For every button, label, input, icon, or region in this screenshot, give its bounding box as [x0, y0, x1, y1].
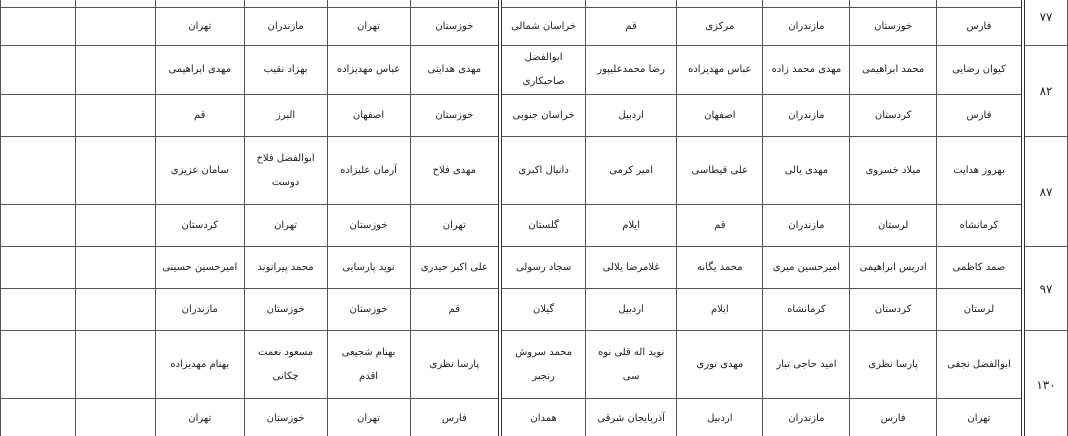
table-cell: صمد کاظمی	[936, 247, 1023, 289]
table-cell: قم	[677, 205, 763, 247]
table-row	[1, 8, 1068, 46]
table-cell: ابوالفضل فلاح دوست	[244, 137, 327, 205]
table-cell: بهزاد نقیب	[244, 46, 327, 95]
empty-cell	[1, 205, 76, 247]
table-cell: غلامرضا یلالی	[586, 247, 677, 289]
table-cell: ایلام	[586, 205, 677, 247]
table-cell: رضا محمدعلیپور	[586, 46, 677, 95]
table-cell: عباس مهدیزاده	[677, 46, 763, 95]
table-row	[1, 205, 1068, 247]
empty-cell	[75, 289, 155, 331]
table-cell: مهدی هدایتی	[410, 46, 500, 95]
table-cell: سامان عزیزی	[155, 137, 244, 205]
table-cell: اردبیل	[586, 95, 677, 137]
table-cell: امید حاجی تبار	[763, 331, 850, 399]
weight-class-cell: ۷۷	[1023, 0, 1067, 46]
table-cell: مهدی فلاح	[410, 137, 500, 205]
table-cell: مهدی نوری	[677, 331, 763, 399]
table-cell: علی اکبر حیدری	[410, 247, 500, 289]
table-cell: مهدی یالی	[763, 137, 850, 205]
table-cell	[677, 0, 763, 8]
table-cell: ابوالفضل صاحبکاری	[500, 46, 585, 95]
table-cell: امیر کرمی	[586, 137, 677, 205]
empty-cell	[75, 137, 155, 205]
weight-class-cell: ۹۷	[1023, 247, 1067, 331]
empty-cell	[1, 137, 76, 205]
table-cell: خوزستان	[327, 205, 410, 247]
table-cell: فارس	[850, 399, 936, 436]
table-cell	[850, 0, 936, 8]
table-cell: نوید اله قلی نوه سی	[586, 331, 677, 399]
table-cell: آذربایجان شرقی	[586, 399, 677, 436]
empty-cell	[1, 46, 76, 95]
table-cell: بهنام شجیعی اقدم	[327, 331, 410, 399]
table-cell: کردستان	[155, 205, 244, 247]
empty-cell	[75, 0, 155, 8]
table-cell: اصفهان	[677, 95, 763, 137]
table-cell: لرستان	[936, 289, 1023, 331]
empty-cell	[75, 331, 155, 399]
table-cell: آرمان علیزاده	[327, 137, 410, 205]
table-cell: فارس	[410, 399, 500, 436]
table-cell: مرکزی	[677, 8, 763, 46]
table-cell: خوزستان	[410, 8, 500, 46]
table-cell: اردبیل	[677, 399, 763, 436]
table-cell: خراسان شمالی	[500, 8, 585, 46]
table-cell: علی قیطاسی	[677, 137, 763, 205]
table-cell: مازندران	[155, 289, 244, 331]
empty-cell	[1, 331, 76, 399]
table-cell: اردبیل	[586, 289, 677, 331]
table-row	[1, 399, 1068, 436]
table-cell: قم	[155, 95, 244, 137]
table-cell: بهنام مهدیزاده	[155, 331, 244, 399]
table-cell: دانیال اکبری	[500, 137, 585, 205]
table-cell	[500, 0, 585, 8]
table-cell: خوزستان	[327, 289, 410, 331]
table-cell: کردستان	[850, 95, 936, 137]
empty-cell	[1, 95, 76, 137]
table-cell: عباس مهدیزاده	[327, 46, 410, 95]
table-cell: ایلام	[677, 289, 763, 331]
table-cell: تهران	[155, 399, 244, 436]
table-cell: تهران	[244, 205, 327, 247]
table-cell: خوزستان	[244, 399, 327, 436]
table-cell: مهدی محمد زاده	[763, 46, 850, 95]
table-cell: مازندران	[763, 8, 850, 46]
empty-cell	[75, 8, 155, 46]
table-row	[1, 46, 1068, 95]
table-cell: بهروز هدایت	[936, 137, 1023, 205]
table-cell: ابوالفضل نجفی	[936, 331, 1023, 399]
table-cell: فارس	[936, 8, 1023, 46]
table-cell: اصفهان	[327, 95, 410, 137]
table-cell: امیرحسین میری	[763, 247, 850, 289]
table-row	[1, 95, 1068, 137]
table-cell: خوزستان	[410, 95, 500, 137]
table-cell: تهران	[327, 399, 410, 436]
weight-class-cell: ۸۷	[1023, 137, 1067, 247]
table-cell: کردستان	[850, 289, 936, 331]
table-cell: محمد سروش رنجبر	[500, 331, 585, 399]
table-cell: قم	[410, 289, 500, 331]
table-cell: سجاد رسولی	[500, 247, 585, 289]
table-cell: تهران	[410, 205, 500, 247]
table-cell: تهران	[936, 399, 1023, 436]
table-cell	[936, 0, 1023, 8]
weight-class-cell: ۸۲	[1023, 46, 1067, 137]
table-cell: خوزستان	[244, 289, 327, 331]
table-cell: میلاد خسروی	[850, 137, 936, 205]
table-cell	[244, 0, 327, 8]
table-cell: خوزستان	[850, 8, 936, 46]
table-cell: همدان	[500, 399, 585, 436]
table-cell: گیلان	[500, 289, 585, 331]
table-cell: کرمانشاه	[936, 205, 1023, 247]
table-cell: ادریس ابراهیمی	[850, 247, 936, 289]
empty-cell	[75, 95, 155, 137]
table-cell: کرمانشاه	[763, 289, 850, 331]
empty-cell	[1, 289, 76, 331]
table-row	[1, 137, 1068, 205]
table-row	[1, 289, 1068, 331]
table-cell: مهدی ابراهیمی	[155, 46, 244, 95]
table-cell	[410, 0, 500, 8]
table-cell: مازندران	[763, 399, 850, 436]
table-cell: محمد ابراهیمی	[850, 46, 936, 95]
table-cell	[763, 0, 850, 8]
empty-cell	[75, 399, 155, 436]
empty-cell	[1, 8, 76, 46]
table-cell: مازندران	[244, 8, 327, 46]
table-cell: محمد یگانه	[677, 247, 763, 289]
table-cell: نوید پارسایی	[327, 247, 410, 289]
weight-class-cell: ۱۳۰	[1023, 331, 1067, 436]
table-row	[1, 0, 1068, 8]
table-row	[1, 331, 1068, 399]
empty-cell	[1, 399, 76, 436]
table-cell: پارسا نظری	[410, 331, 500, 399]
table-cell: پارسا نظری	[850, 331, 936, 399]
table-cell: مازندران	[763, 205, 850, 247]
table-cell	[155, 0, 244, 8]
table-cell: فارس	[936, 95, 1023, 137]
table-cell: لرستان	[850, 205, 936, 247]
table-row	[1, 247, 1068, 289]
empty-cell	[75, 205, 155, 247]
table-cell: محمد پیرانوند	[244, 247, 327, 289]
table-cell: تهران	[155, 8, 244, 46]
table-cell: مسعود نعمت چکانی	[244, 331, 327, 399]
table-cell: مازندران	[763, 95, 850, 137]
table-cell: تهران	[327, 8, 410, 46]
table-cell: کیوان رضایی	[936, 46, 1023, 95]
table-cell	[586, 0, 677, 8]
table-cell: قم	[586, 8, 677, 46]
table-cell	[327, 0, 410, 8]
empty-cell	[1, 247, 76, 289]
empty-cell	[75, 46, 155, 95]
table-cell: امیرحسین حسینی	[155, 247, 244, 289]
empty-cell	[1, 0, 76, 8]
empty-cell	[75, 247, 155, 289]
table-cell: گلستان	[500, 205, 585, 247]
table-cell: خراسان جنوبی	[500, 95, 585, 137]
table-cell: البرز	[244, 95, 327, 137]
